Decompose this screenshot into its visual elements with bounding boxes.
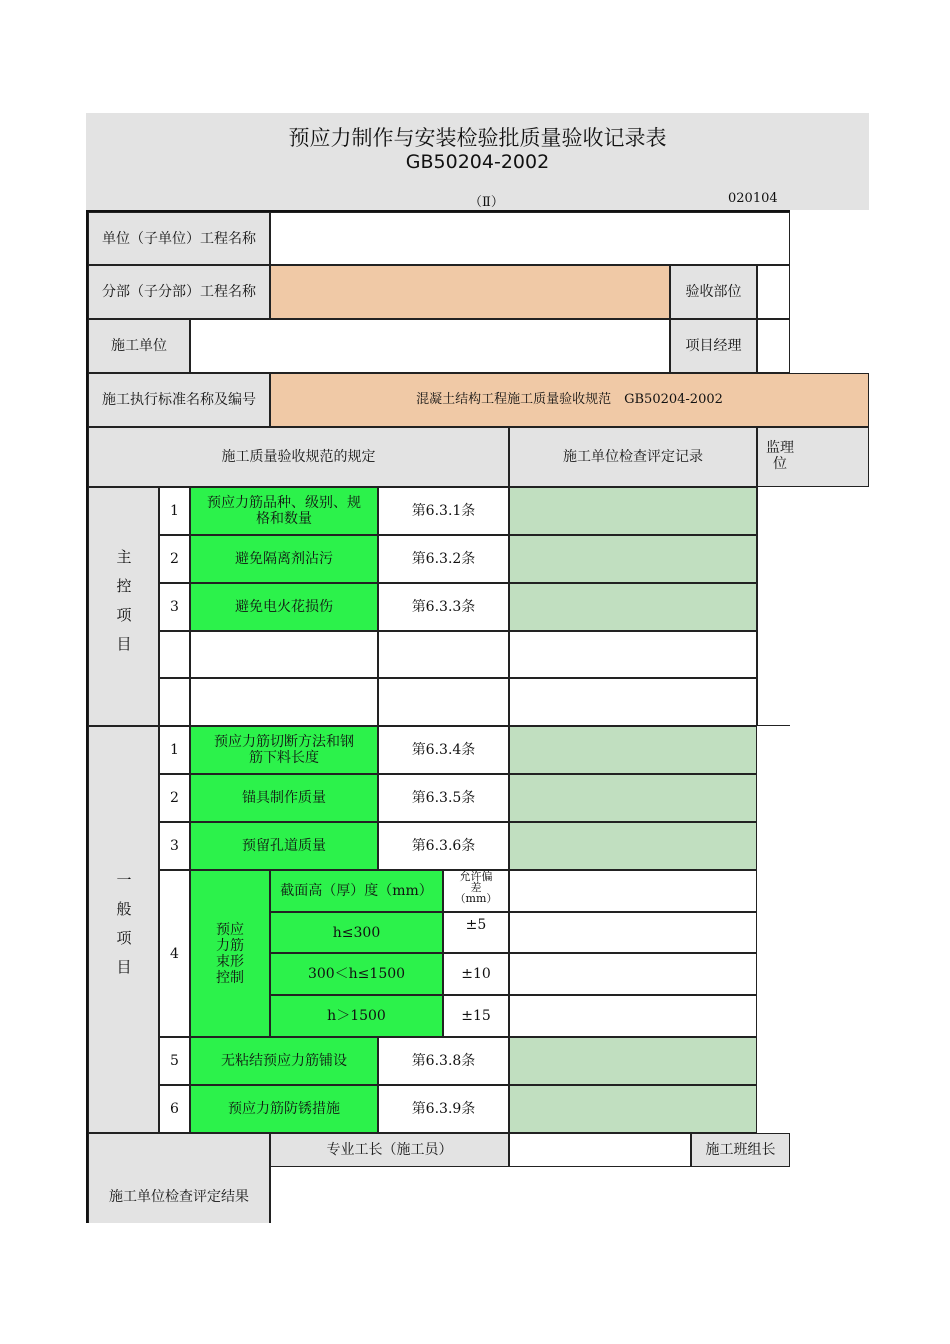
main-empty-row-1-no [159, 631, 190, 678]
main-empty-row-2-no [159, 678, 190, 726]
foreman-field[interactable] [509, 1133, 691, 1167]
general-item-6-clause: 第6.3.9条 [378, 1085, 509, 1133]
general-item-6-check[interactable] [509, 1085, 757, 1133]
team-leader-label: 施工班组长 [691, 1133, 790, 1167]
main-control-label: 主控项目 [88, 487, 159, 726]
item4-row-1-check[interactable] [509, 912, 757, 953]
item4-row-3-check[interactable] [509, 995, 757, 1037]
main-item-1-name: 预应力筋品种、级别、规格和数量 [190, 487, 378, 535]
construction-unit-label: 施工单位 [88, 319, 190, 373]
general-label: 一般项目 [88, 726, 159, 1133]
main-item-2-name: 避免隔离剂沾污 [190, 535, 378, 583]
form-subtitle: （Ⅱ） [469, 195, 504, 210]
general-item-2-check[interactable] [509, 774, 757, 822]
unit-name-field[interactable] [270, 212, 790, 265]
project-manager-field[interactable] [757, 319, 790, 373]
general-item-3-no: 3 [159, 822, 190, 870]
main-item-3-name: 避免电火花损伤 [190, 583, 378, 631]
main-empty-row-1-clause [378, 631, 509, 678]
general-item-3-clause: 第6.3.6条 [378, 822, 509, 870]
item4-row-3-range: h＞1500 [270, 995, 443, 1037]
general-item-5-no: 5 [159, 1037, 190, 1085]
standard-value: 混凝土结构工程施工质量验收规范 GB50204-2002 [270, 373, 869, 427]
general-item-6-no: 6 [159, 1085, 190, 1133]
general-item-3-name: 预留孔道质量 [190, 822, 378, 870]
general-item-5-check[interactable] [509, 1037, 757, 1085]
item4-row-1-tolerance: ±5 [443, 912, 509, 953]
spec-column-header: 施工质量验收规范的规定 [88, 427, 509, 487]
main-item-3-clause: 第6.3.3条 [378, 583, 509, 631]
main-empty-row-2-check[interactable] [509, 678, 757, 726]
form-code: 020104 [728, 191, 778, 206]
unit-name-label: 单位（子单位）工程名称 [88, 212, 270, 265]
item4-row-2-tolerance: ±10 [443, 953, 509, 995]
main-item-1-check[interactable] [509, 487, 757, 535]
check-column-header: 施工单位检查评定记录 [509, 427, 757, 487]
footer-divider [270, 1167, 271, 1223]
main-item-2-check[interactable] [509, 535, 757, 583]
general-item-1-check[interactable] [509, 726, 757, 774]
general-item-1-name: 预应力筋切断方法和钢筋下料长度 [190, 726, 378, 774]
foreman-label: 专业工长（施工员） [270, 1133, 509, 1167]
form-header [86, 113, 869, 210]
item4-row-2-check[interactable] [509, 953, 757, 995]
item4-row-2-range: 300＜h≤1500 [270, 953, 443, 995]
general-item-6-name: 预应力筋防锈措施 [190, 1085, 378, 1133]
main-empty-row-1-check[interactable] [509, 631, 757, 678]
general-item-5-name: 无粘结预应力筋铺设 [190, 1037, 378, 1085]
general-item-5-clause: 第6.3.8条 [378, 1037, 509, 1085]
supervision-column-header: 监理 位 [757, 427, 869, 487]
form-standard: GB50204-2002 [405, 151, 550, 173]
general-item-4-name: 预应力筋束形控制 [190, 870, 270, 1037]
main-item-3-check[interactable] [509, 583, 757, 631]
accept-part-field[interactable] [757, 265, 790, 319]
item4-row-3-tolerance: ±15 [443, 995, 509, 1037]
general-item-1-clause: 第6.3.4条 [378, 726, 509, 774]
general-item-2-no: 2 [159, 774, 190, 822]
project-manager-label: 项目经理 [670, 319, 757, 373]
accept-part-label: 验收部位 [670, 265, 757, 319]
main-empty-row-1-name [190, 631, 378, 678]
main-item-1-no: 1 [159, 487, 190, 535]
item4-row-1-range: h≤300 [270, 912, 443, 953]
item4-height-header: 截面高（厚）度（mm） [270, 870, 443, 912]
main-supervision-field[interactable] [757, 487, 790, 726]
main-item-2-clause: 第6.3.2条 [378, 535, 509, 583]
construction-unit-field[interactable] [190, 319, 670, 373]
standard-label: 施工执行标准名称及编号 [88, 373, 270, 427]
general-item-2-name: 锚具制作质量 [190, 774, 378, 822]
main-empty-row-2-clause [378, 678, 509, 726]
general-item-2-clause: 第6.3.5条 [378, 774, 509, 822]
main-item-3-no: 3 [159, 583, 190, 631]
main-item-2-no: 2 [159, 535, 190, 583]
item4-tolerance-header: 允许偏差（mm） [443, 870, 509, 912]
general-item-3-check[interactable] [509, 822, 757, 870]
form-title: 预应力制作与安装检验批质量验收记录表 [288, 126, 667, 150]
general-item-4-no: 4 [159, 870, 190, 1037]
general-item-1-no: 1 [159, 726, 190, 774]
main-item-1-clause: 第6.3.1条 [378, 487, 509, 535]
item4-header-check[interactable] [509, 870, 757, 912]
main-empty-row-2-name [190, 678, 378, 726]
subdivision-name-field[interactable] [270, 265, 670, 319]
subdivision-name-label: 分部（子分部）工程名称 [88, 265, 270, 319]
check-result-label: 施工单位检查评定结果 [88, 1133, 270, 1223]
